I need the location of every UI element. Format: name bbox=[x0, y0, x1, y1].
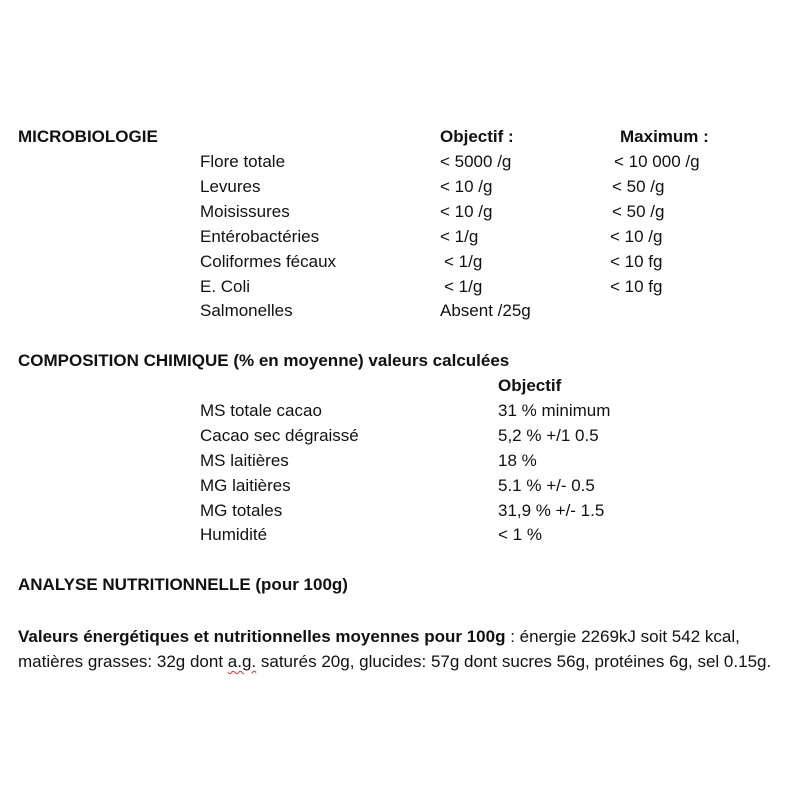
row-label: Cacao sec dégraissé bbox=[200, 426, 359, 445]
composition-heading: COMPOSITION CHIMIQUE (% en moyenne) valeurs calculées bbox=[18, 351, 510, 370]
row-value: 18 % bbox=[498, 451, 537, 470]
row-label: Salmonelles bbox=[200, 301, 293, 320]
row-label: Coliformes fécaux bbox=[200, 252, 337, 271]
microbiologie-maximum-header: Maximum : bbox=[620, 127, 709, 146]
row-label: Levures bbox=[200, 177, 261, 196]
row-value: 5,2 % +/1 0.5 bbox=[498, 426, 599, 445]
row-label: MS laitières bbox=[200, 451, 289, 470]
row-value: 31 % minimum bbox=[498, 401, 611, 420]
row-maximum: < 10 fg bbox=[610, 252, 663, 271]
row-label: MG laitières bbox=[200, 476, 291, 495]
row-objectif: Absent /25g bbox=[440, 301, 531, 320]
nutrition-lead: Valeurs énergétiques et nutritionnelles moyennes pour 100g bbox=[18, 627, 506, 646]
row-value: < 1 % bbox=[498, 525, 542, 544]
row-objectif: < 10 /g bbox=[440, 177, 493, 196]
microbiologie-objectif-header: Objectif : bbox=[440, 127, 514, 146]
nutrition-paragraph bbox=[18, 624, 788, 674]
nutrition-text-part1: : énergie 2269kJ soit 542 kcal, matières grasses: 32g dont bbox=[18, 627, 740, 671]
row-maximum: < 10 /g bbox=[610, 227, 663, 246]
row-label: MS totale cacao bbox=[200, 401, 322, 420]
row-objectif: < 1/g bbox=[440, 227, 479, 246]
row-objectif: < 1/g bbox=[444, 252, 483, 271]
row-label: E. Coli bbox=[200, 277, 251, 296]
row-maximum: < 50 /g bbox=[612, 177, 665, 196]
row-label: Entérobactéries bbox=[200, 227, 320, 246]
row-label: Flore totale bbox=[200, 152, 286, 171]
nutrition-text-part2: saturés 20g, glucides: 57g dont sucres 56g, protéines 6g, sel 0.15g. bbox=[256, 652, 772, 671]
spellcheck-flagged-abbrev: a.g. bbox=[227, 652, 257, 671]
row-objectif: < 5000 /g bbox=[440, 152, 512, 171]
microbiologie-heading: MICROBIOLOGIE bbox=[18, 127, 158, 146]
row-value: 5.1 % +/- 0.5 bbox=[498, 476, 595, 495]
row-label: Humidité bbox=[200, 525, 268, 544]
row-value: 31,9 % +/- 1.5 bbox=[498, 501, 605, 520]
row-maximum: < 10 fg bbox=[610, 277, 663, 296]
row-label: Moisissures bbox=[200, 202, 290, 221]
row-objectif: < 10 /g bbox=[440, 202, 493, 221]
row-maximum: < 50 /g bbox=[612, 202, 665, 221]
row-maximum: < 10 000 /g bbox=[614, 152, 700, 171]
row-objectif: < 1/g bbox=[444, 277, 483, 296]
row-label: MG totales bbox=[200, 501, 283, 520]
composition-objectif-header: Objectif bbox=[498, 376, 562, 395]
nutrition-heading: ANALYSE NUTRITIONNELLE (pour 100g) bbox=[18, 575, 348, 594]
